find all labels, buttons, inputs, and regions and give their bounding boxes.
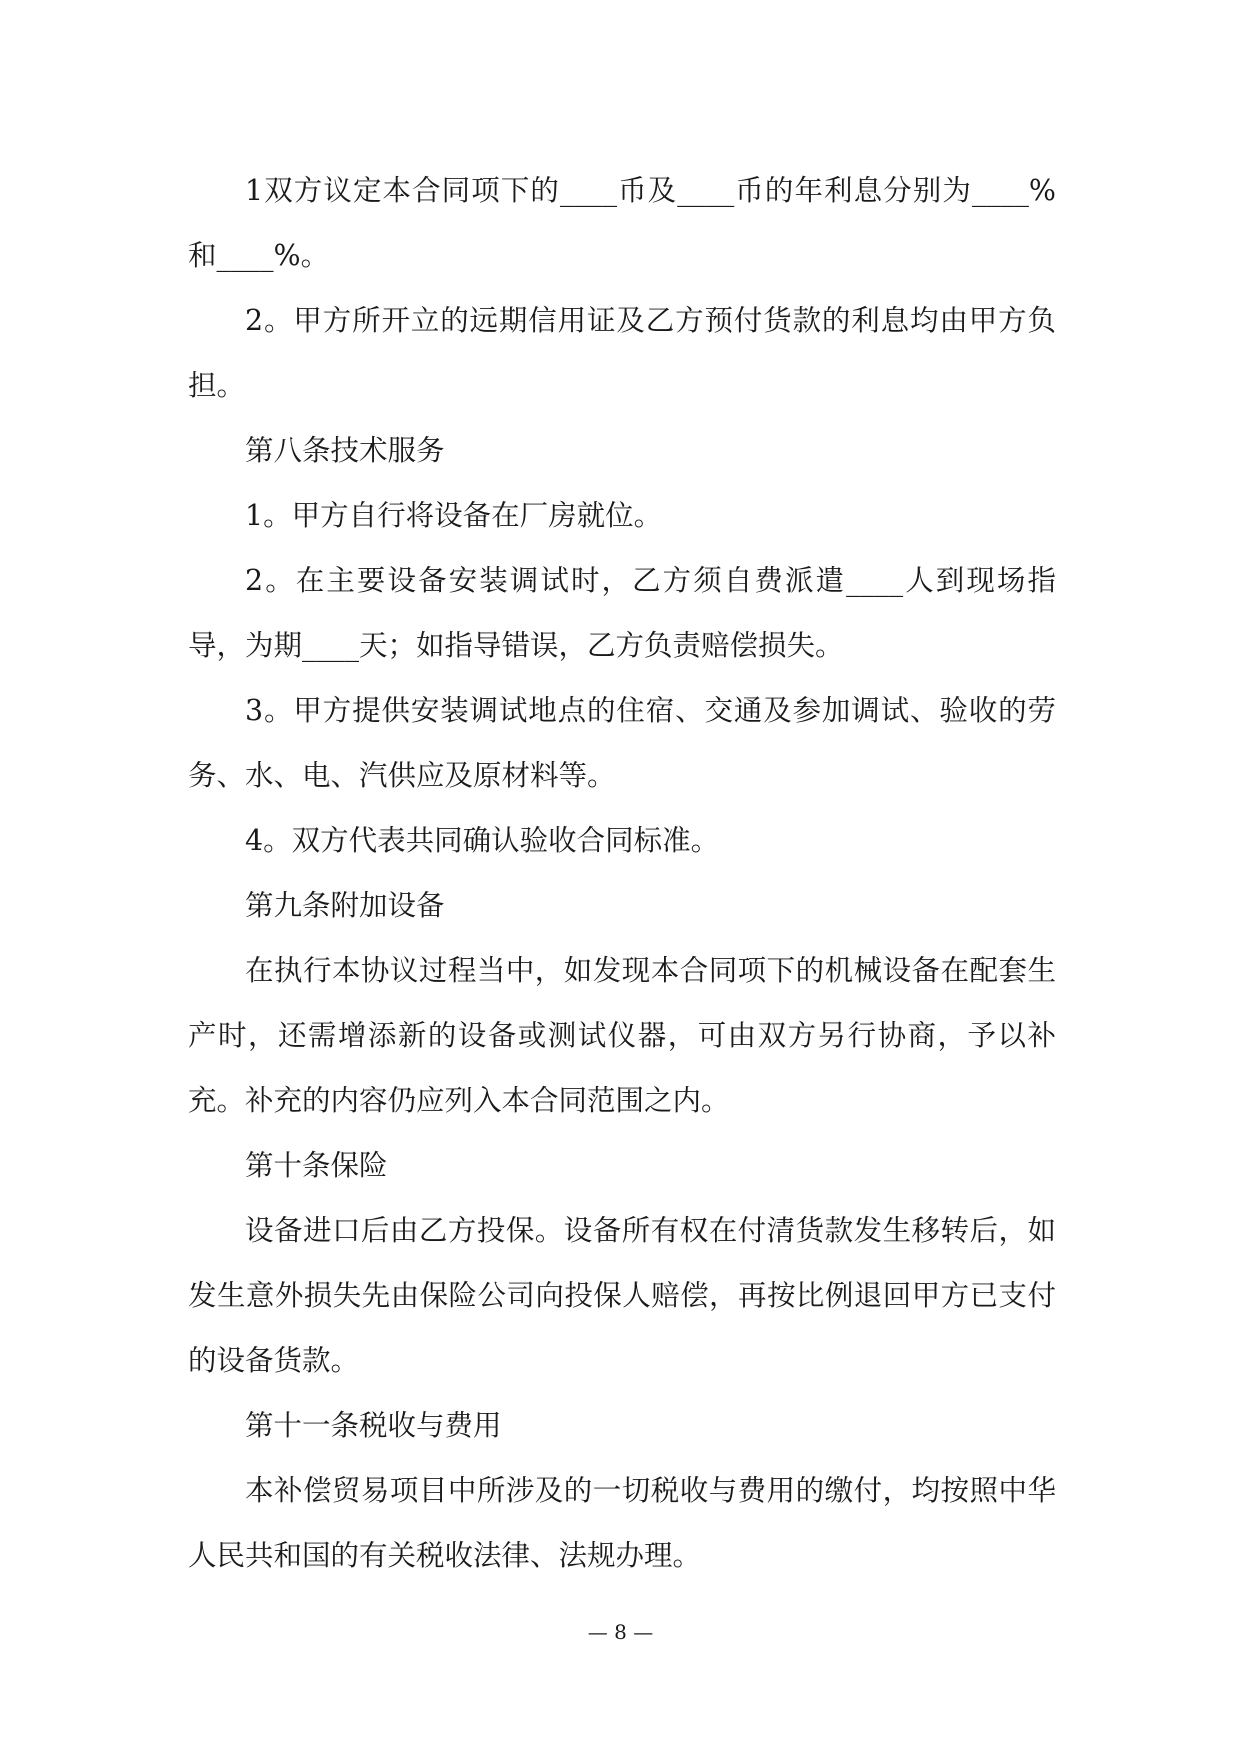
paragraph-onsite-guidance: 2。在主要设备安装调试时，乙方须自费派遣____人到现场指导，为期____天；如指导错误，乙方负责赔偿损失。 [188,564,1056,662]
paragraph-interest-rate: 1双方议定本合同项下的____币及____币的年利息分别为____%和____%。 [188,174,1056,272]
document-body [188,158,1056,1588]
heading-article-9: 第九条附加设备 [245,889,445,922]
paragraph-acceptance: 4。双方代表共同确认验收合同标准。 [245,824,720,857]
paragraph-insurance: 设备进口后由乙方投保。设备所有权在付清货款发生移转后，如发生意外损失先由保险公司向投保人赔偿，再按比例退回甲方已支付的设备货款。 [188,1214,1056,1377]
paragraph-additional-equipment: 在执行本协议过程当中，如发现本合同项下的机械设备在配套生产时，还需增添新的设备或测试仪器，可由双方另行协商，予以补充。补充的内容仍应列入本合同范围之内。 [188,954,1056,1117]
paragraph-interest-burden: 2。甲方所开立的远期信用证及乙方预付货款的利息均由甲方负担。 [188,304,1056,402]
heading-article-10: 第十条保险 [245,1149,388,1182]
paragraph-taxes: 本补偿贸易项目中所涉及的一切税收与费用的缴付，均按照中华人民共和国的有关税收法律、法规办理。 [188,1474,1056,1572]
heading-article-11: 第十一条税收与费用 [245,1409,502,1442]
paragraph-installation-position: 1。甲方自行将设备在厂房就位。 [245,499,663,532]
heading-article-8: 第八条技术服务 [245,434,445,467]
paragraph-accommodation: 3。甲方提供安装调试地点的住宿、交通及参加调试、验收的劳务、水、电、汽供应及原材料等。 [188,694,1056,792]
page-number: — 8 — [587,1620,654,1644]
